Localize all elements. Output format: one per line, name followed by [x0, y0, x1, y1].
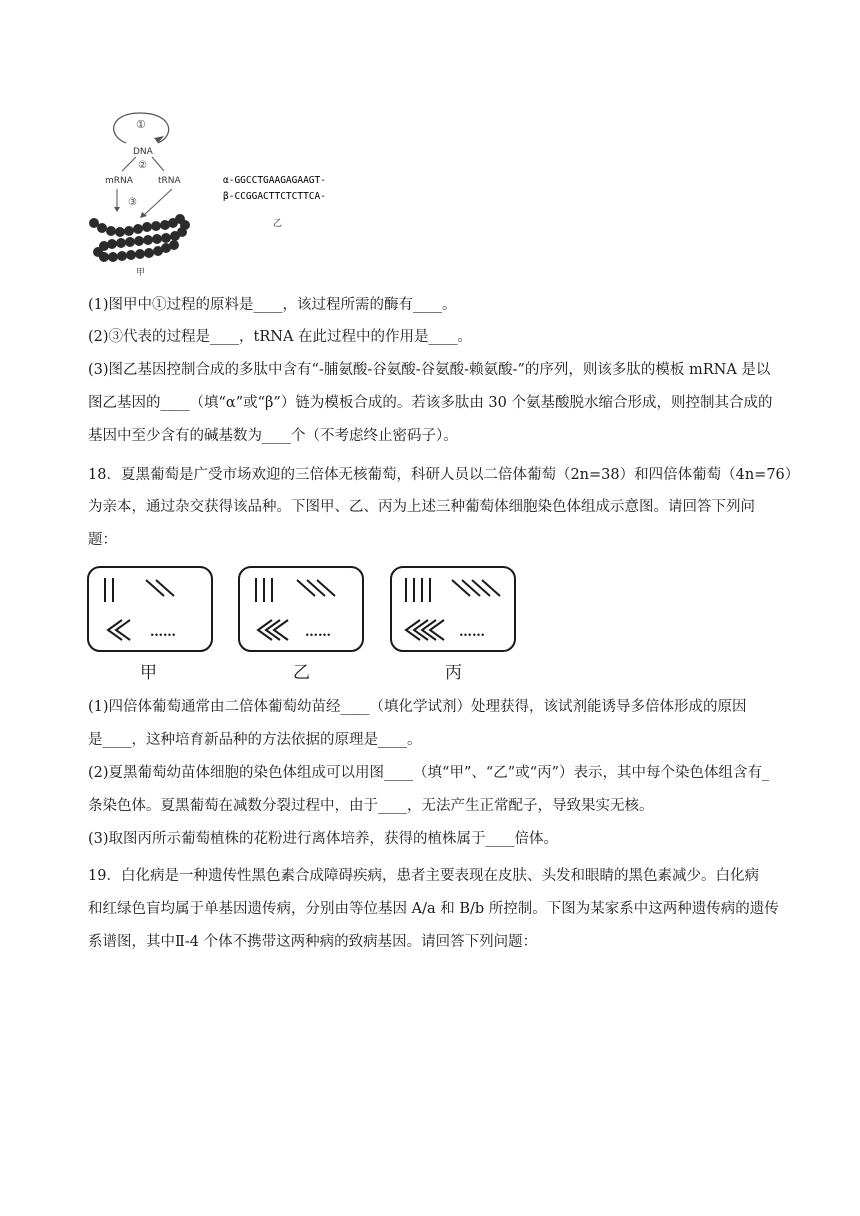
chromosome-figure — [84, 564, 524, 689]
q18-intro-line2: 为亲本，通过杂交获得该品种。下图甲、乙、丙为上述三种葡萄体细胞染色体组成示意图。请回答下列问 — [88, 499, 755, 515]
q17-part3-line1: (3)图乙基因控制合成的多肽中含有“-脯氨酸-谷氨酸-谷氨酸-赖氨酸-”的序列，则该多肽的模板 mRNA 是以 — [88, 362, 771, 378]
cell-bing-dots: …… — [459, 625, 485, 640]
beta-strand: β-CCGGACTTCTCTTCA- — [223, 191, 326, 202]
q18-intro-line3: 题： — [88, 532, 117, 548]
cell-jia-dots: …… — [150, 625, 176, 640]
alpha-strand: α-GGCCTGAAGAGAAGT- — [223, 175, 326, 186]
q18-part2-line2: 条染色体。夏黑葡萄在减数分裂过程中，由于____，无法产生正常配子，导致果实无核。 — [88, 798, 654, 814]
q18-part2-line1: (2)夏黑葡萄幼苗体细胞的染色体组成可以用图____（填“甲”、“乙”或“丙”）表示，其中每个染色体组含有_ — [88, 765, 770, 781]
trna-label: tRNA — [158, 176, 181, 186]
dna-label: DNA — [133, 147, 153, 157]
q19-line1: 19．白化病是一种遗传性黑色素合成障碍疾病，患者主要表现在皮肤、头发和眼睛的黑色素减少。白化病 — [88, 868, 759, 884]
q18-part1-line1: (1)四倍体葡萄通常由二倍体葡萄幼苗经____（填化学试剂）处理获得，该试剂能诱导多倍体形成的原因 — [88, 699, 747, 715]
cell-jia-label: 甲 — [140, 663, 157, 683]
q19-line2: 和红绿色盲均属于单基因遗传病，分别由等位基因 A/a 和 B/b 所控制。下图为某家系中这两种遗传病的遗传 — [88, 901, 779, 917]
mrna-label: mRNA — [105, 176, 133, 186]
polypeptide-chain — [89, 214, 190, 262]
step2-label: ② — [138, 160, 147, 171]
cell-yi-dots: …… — [305, 625, 331, 640]
step3-label: ③ — [128, 197, 137, 208]
q18-intro-line1: 18．夏黑葡萄是广受市场欢迎的三倍体无核葡萄，科研人员以二倍体葡萄（2n=38）和四倍体葡萄（4n=76） — [88, 467, 800, 483]
cell-yi-label: 乙 — [293, 663, 310, 683]
q18-part3: (3)取图丙所示葡萄植株的花粉进行离体培养，获得的植株属于____倍体。 — [88, 831, 559, 847]
figure-jia-label: 甲 — [136, 268, 146, 278]
q18-part1-line2: 是____，这种培育新品种的方法依据的原理是____。 — [88, 732, 422, 748]
q17-part2: (2)③代表的过程是____，tRNA 在此过程中的作用是____。 — [88, 329, 473, 345]
q17-part3-line2: 图乙基因的____（填“α”或“β”）链为模板合成的。若该多肽由 30 个氨基酸脱水缩合形成，则控制其合成的 — [88, 395, 773, 411]
figure-yi-label: 乙 — [273, 219, 283, 229]
step1-label: ① — [136, 118, 146, 131]
figure-jia-yi — [80, 105, 380, 285]
q17-part3-line3: 基因中至少含有的碱基数为____个（不考虑终止密码子）。 — [88, 428, 458, 444]
q17-part1: (1)图甲中①过程的原料是____，该过程所需的酶有____。 — [88, 297, 457, 313]
cell-bing-label: 丙 — [445, 663, 462, 683]
q19-line3: 系谱图，其中Ⅱ-4 个体不携带这两种病的致病基因。请回答下列问题： — [88, 934, 538, 950]
cell-yi — [239, 567, 363, 651]
